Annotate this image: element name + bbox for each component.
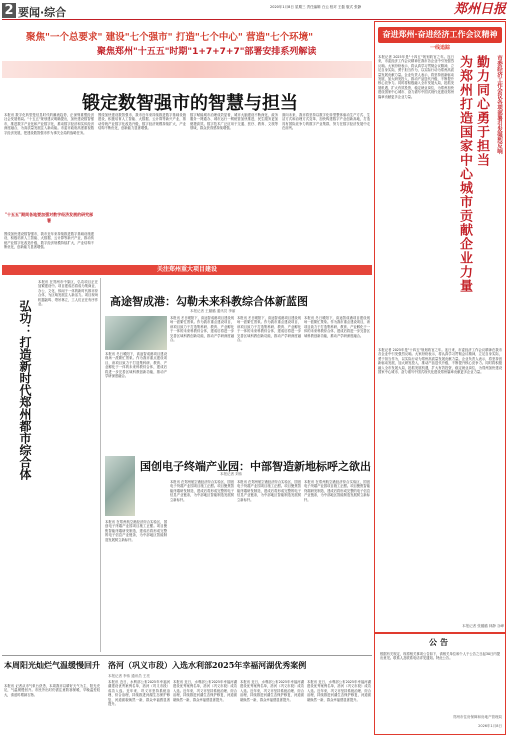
column-divider [100,278,101,652]
article-2-photo [105,456,135,516]
article-1-col-4: 本报讯 冬日暖阳下，高途智成港项目建设现场一派繁忙景象。作为我市重点建设项目，该项目致力于打造集科研、教育、产业孵化于一体的未来科教综合体，建成后将进一步完善区域科教创新功能，推动产学研深度融合。 [304,316,370,338]
article-1-byline: 本报记者 王璐璐 通讯员 李丽 [190,309,236,313]
project-left-body: 本报讯 在郑州市中原区，弘功项目正在加紧建设中。项目建成后将成为集商业、办公、文化、休闲于一体的新时代都市综合体，为区域发展注入新活力。项目现场机器轰鸣、塔吊林立，工人们正在有序作业。 [38,280,98,307]
article-2-col-1: 本报讯 在郑州航空港经济综合实验区，国创电子终端产业园项目施工正酣。项目聚焦智能终端研发制造，建成后将形成完整的电子信息产业链条，为中部地区智能制造发展树立新标杆。 [105,520,167,542]
page-meta: 2020年1月8日 星期三 责任编辑 白云 校对 王磊 版式 张静 [270,5,362,9]
section-title: 要闻·综合 [18,6,67,19]
side-feature-sub: 一线追踪 [430,45,451,51]
main-headline: 锻定数智强市的智慧与担当 [82,93,298,114]
river-title: 洛河（巩义市段）入选水利部2025年幸福河湖优秀案例 [108,660,307,670]
notice-signer: 郑州市住房保障和房地产管理局 [453,715,502,719]
notice-body: 根据有关规定，现将相关事项公告如下，请相关单位和个人于公告之日起30日内提出意见。联系人及联系电话详见通知。特此公告。 [380,652,500,661]
main-article-col-2: 围绕加快建设数智强市，我市近年来持续推进数字基础设施建设，积极培育人工智能、大数据、云计算等新兴产业，推动传统产业数字化改造升级，数字经济规模持续扩大，产业结构不断优化，创新能力显著增强。 [98,113,186,131]
side-feature-body-top: 本报记者 2025年是"十四五"规划收官之年。连日来，市委经济工作会议精神在我市各企业中引发强烈反响。大家纷纷表示，将认真学习贯彻会议精神，立足自身实际，勇于担当作为，以实际行动为郑州高质量发展贡献力量。企业负责人表示，将坚持创新驱动发展，加大研发投入，推动产品迭代升级，不断提升核心竞争力。同时将积极融入全市发展大局，抢抓发展机遇，扩大有效投资，稳定就业岗位，为郑州加快建设国家中心城市、奋力谱写中国式现代化建设郑州篇章贡献更多企业力量。 [378,55,454,99]
river-col-1: 本报讯 近日，水利部公布2025年幸福河湖建设优秀案例名单，洛河（巩义市段）成功入选。近年来，巩义市坚持系统治理、综合治理，持续推进河湖生态保护修复，河道面貌焕然一新，群众幸福感显著提升。 [108,680,170,707]
side-feature-body: 本报记者 2025年是"十四五"规划收官之年。连日来，市委经济工作会议精神在我市各企业中引发强烈反响。大家纷纷表示，将认真学习贯彻会议精神，立足自身实际，勇于担当作为，以实际行动为郑州高质量发展贡献力量。企业负责人表示，将坚持创新驱动发展，加大研发投入，推动产品迭代升级，不断提升核心竞争力。同时将积极融入全市发展大局，抢抓发展机遇，扩大有效投资，稳定就业岗位，为郑州加快建设国家中心城市、奋力谱写中国式现代化建设郑州篇章贡献更多企业力量。 [378,348,502,375]
side-feature-title-a: 勤力同心勇于担当 [474,55,489,167]
river-col-2: 本报讯 近日，水利部公布2025年幸福河湖建设优秀案例名单，洛河（巩义市段）成功入选。近年来，巩义市坚持系统治理、综合治理，持续推进河湖生态保护修复，河道面貌焕然一新，群众幸福感显著提升。 [173,680,237,702]
project-left-title: 弘功：打造新时代郑州都市综合体 [18,300,32,480]
article-1-col-3: 本报讯 冬日暖阳下，高途智成港项目建设现场一派繁忙景象。作为我市重点建设项目，该项目致力于打造集科研、教育、产业孵化于一体的未来科教综合体，建成后将进一步完善区域科教创新功能，推动产学研深度融合。 [237,316,301,343]
main-article-col-3: 数字赋能城市治理成效显著，城市大脑建设不断深化，政务服务一网通办、城市运行一网统管加快推进，民生服务更加便捷高效。数字技术广泛应用于交通、医疗、教育、文旅等领域，群众获得感持续增强。 [190,113,278,131]
article-2-byline: 本报记者 刘伟 [220,472,243,476]
main-article-col-1b: 围绕加快建设数智强市，我市近年来持续推进数字基础设施建设，积极培育人工智能、大数据、云计算等新兴产业，推动传统产业数字化改造升级，数字经济规模持续扩大，产业结构不断优化，创新能力显著增强。 [4,232,94,250]
slogan-banner [2,23,372,78]
river-byline: 本报记者 李伟 通讯员 王亮 [108,674,150,678]
weather-title: 本周阳光灿烂气温缓慢回升 [4,660,100,670]
side-feature-lead: 市委经济工作会议各项部署引发强烈反响 [496,55,502,154]
side-feature-title-b: 为郑州打造国家中心城市贡献企业力量 [457,55,472,293]
bottom-rule [2,655,372,656]
article-2-title: 国创电子终端产业园：中部智造新地标呼之欲出 [140,460,371,473]
article-2-col-2: 本报讯 在郑州航空港经济综合实验区，国创电子终端产业园项目施工正酣。项目聚焦智能终端研发制造，建成后将形成完整的电子信息产业链条，为中部地区智能制造发展树立新标杆。 [170,480,234,502]
page-number: 2 [2,3,16,18]
article-1-col-1: 本报讯 冬日暖阳下，高途智成港项目建设现场一派繁忙景象。作为我市重点建设项目，该项目致力于打造集科研、教育、产业孵化于一体的未来科教综合体，建成后将进一步完善区域科教创新功能，推动产学研深度融合。 [105,352,167,379]
river-col-3: 本报讯 近日，水利部公布2025年幸福河湖建设优秀案例名单，洛河（巩义市段）成功入选。近年来，巩义市坚持系统治理、综合治理，持续推进河湖生态保护修复，河道面貌焕然一新，群众幸福感显著提升。 [240,680,304,702]
article-1-title: 高途智成港：勾勒未来科教综合体新蓝图 [110,295,308,308]
slogan-line-1: 聚焦"一个总要求" 建设"七个强市" 打造"七个中心" 营造"七个环境" [26,32,314,43]
article-1-col-2: 本报讯 冬日暖阳下，高途智成港项目建设现场一派繁忙景象。作为我市重点建设项目，该项目致力于打造集科研、教育、产业孵化于一体的未来科教综合体，建成后将进一步完善区域科教创新功能，推动产学研深度融合。 [170,316,234,343]
article-2-col-4: 本报讯 在郑州航空港经济综合实验区，国创电子终端产业园项目施工正酣。项目聚焦智能终端研发制造，建成后将形成完整的电子信息产业链条，为中部地区智能制造发展树立新标杆。 [304,480,370,502]
header-rule [2,19,506,20]
notice-title: 公告 [429,638,451,647]
side-feature-banner: 奋进郑州·奋进经济工作会议精神 [378,27,502,43]
project-section-bar: 关注郑州重大项目建设 [2,265,372,275]
main-article-col-4: 面向未来，我市将坚持以数字化转型整体驱动生产方式、生活方式和治理方式变革，加快构建数字产业创新高地，打造具有国际竞争力的数字产业集群，努力在数字经济发展中走在前列。 [282,113,370,131]
main-article-callout: "十五五"期间各地要加强对数字经济发展的研究部署 [4,212,94,223]
slogan-line-2: 聚焦郑州"十五五"时期"1+7+7+7"部署安排系列解读 [97,47,317,57]
side-feature-author: 本报记者 张璐璐 林静 谷峰 [462,624,504,628]
weather-body: 本报讯 记者从市气象台获悉，本周我市以晴好天气为主，阳光充足，气温缓慢回升。市民外出时仍需注意防寒保暖，早晚温差较大，请适时增减衣物。 [4,684,100,697]
article-1-photo [105,316,167,350]
newspaper-logo: 郑州日报 [453,2,506,17]
slogan-decoration [2,61,372,78]
river-col-4: 本报讯 近日，水利部公布2025年幸福河湖建设优秀案例名单，洛河（巩义市段）成功入选。近年来，巩义市坚持系统治理、综合治理，持续推进河湖生态保护修复，河道面貌焕然一新，群众幸福感显著提升。 [307,680,371,702]
notice-date: 2026年1月8日 [478,724,502,728]
article-2-col-3: 本报讯 在郑州航空港经济综合实验区，国创电子终端产业园项目施工正酣。项目聚焦智能终端研发制造，建成后将形成完整的电子信息产业链条，为中部地区智能制造发展树立新标杆。 [237,480,301,502]
main-article-col-1: 本报讯 数字化转型是信息时代的潮流趋势，正深刻重塑经济社会发展格局。"十五五"规划建议明确提出，加快建设数智强市，推进数字产业化和产业数字化，推动数字经济和实体经济深度融合，为高质量发展注入新动能。市委市政府高度重视数字经济发展，把建设数智强市作为事关全局的战略任务。 [4,113,94,135]
